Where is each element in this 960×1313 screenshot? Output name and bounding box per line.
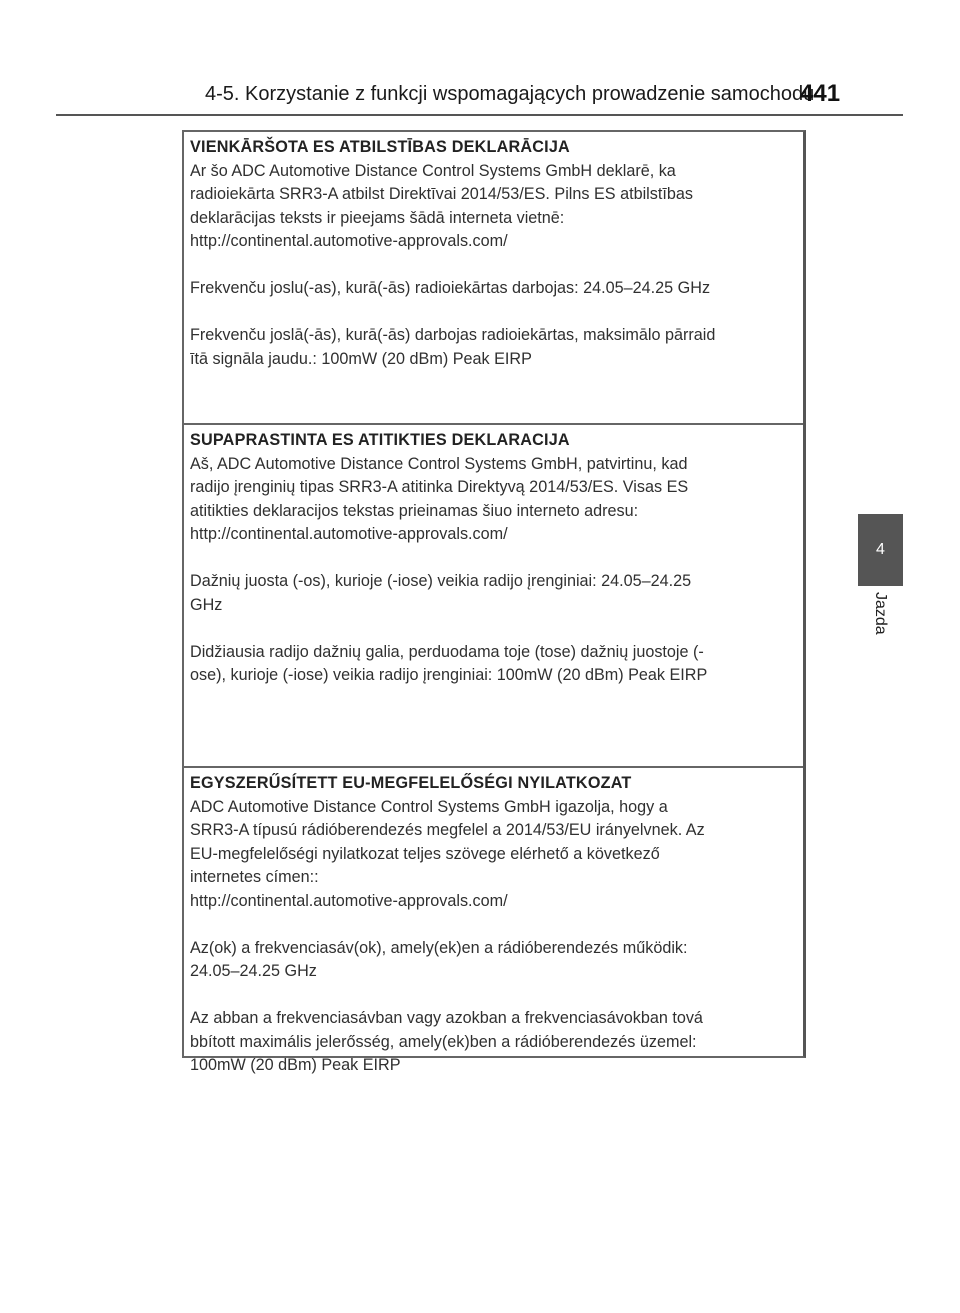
chapter-label: Jazda [872,592,889,635]
power-line: 100mW (20 dBm) Peak EIRP [190,1056,401,1074]
power-line: ose), kurioje (-iose) veikia radijo įrenginiai: 100mW (20 dBm) Peak EIRP [190,666,708,684]
url-line: http://continental.automotive-approvals.com/ [190,232,508,250]
page-header-title: 4-5. Korzystanie z funkcji wspomagających prowadzenie samochodu [205,83,815,105]
body-line: internetes címen:: [190,868,319,886]
body-line: radioiekārta SRR3-A atbilst Direktīvai 2014/53/ES. Pilns ES atbilstības [190,185,693,203]
body-line: atitikties deklaracijos tekstas prieinamas šiuo interneto adresu: [190,501,639,520]
body-line: EU-megfelelőségi nyilatkozat teljes szövege elérhető a következő [190,844,660,863]
body-line: Ar šo ADC Automotive Distance Control Systems GmbH deklarē, ka [190,161,676,180]
body-line: radijo įrenginių tipas SRR3-A atitinka Direktyvą 2014/53/ES. Visas ES [190,478,689,496]
section-title: SUPAPRASTINTA ES ATITIKTIES DEKLARACIJA [190,431,570,449]
body-line: deklarācijas teksts ir pieejams šādā interneta vietnē: [190,208,565,227]
declaration-section-lt [184,423,803,766]
body-line: SRR3-A típusú rádióberendezés megfelel a 2014/53/EU irányelvnek. Az [190,821,705,839]
frequency-line: Frekvenču joslu(-as), kurā(-ās) radioiekārtas darbojas: 24.05–24.25 GHz [190,279,711,297]
body-line: ADC Automotive Distance Control Systems GmbH igazolja, hogy a [190,797,668,816]
power-line: ītā signāla jaudu.: 100mW (20 dBm) Peak EIRP [190,349,532,368]
power-line: bbított maximális jelerősség, amely(ek)ben a rádióberendezés üzemel: [190,1032,697,1051]
power-line: Frekvenču joslā(-ās), kurā(-ās) darbojas radioiekārtas, maksimālo pārraid [190,326,716,344]
declaration-section-hu [184,766,803,1074]
url-line: http://continental.automotive-approvals.com/ [190,891,508,910]
header-divider [56,114,903,116]
section-title: VIENKĀRŠOTA ES ATBILSTĪBAS DEKLARĀCIJA [190,138,570,156]
frequency-line: Dažnių juosta (-os), kurioje (-iose) veikia radijo įrenginiai: 24.05–24.25 [190,572,692,590]
section-title: EGYSZERŰSÍTETT EU-MEGFELELŐSÉGI NYILATKOZAT [190,774,632,792]
page-number: 441 [800,80,841,107]
declaration-table [182,130,806,1074]
power-line: Az abban a frekvenciasávban vagy azokban a frekvenciasávokban tová [190,1009,703,1027]
declaration-section-lv [184,132,803,423]
power-line: Didžiausia radijo dažnių galia, perduodama toje (tose) dažnių juostoje (- [190,642,704,661]
body-line: Aš, ADC Automotive Distance Control Systems GmbH, patvirtinu, kad [190,454,688,473]
url-line: http://continental.automotive-approvals.com/ [190,525,508,543]
chapter-tab [858,514,903,586]
frequency-line: GHz [190,595,223,614]
chapter-number: 4 [876,541,885,558]
frequency-line: Az(ok) a frekvenciasáv(ok), amely(ek)en a rádióberendezés működik: [190,938,688,957]
frequency-line: 24.05–24.25 GHz [190,962,317,980]
